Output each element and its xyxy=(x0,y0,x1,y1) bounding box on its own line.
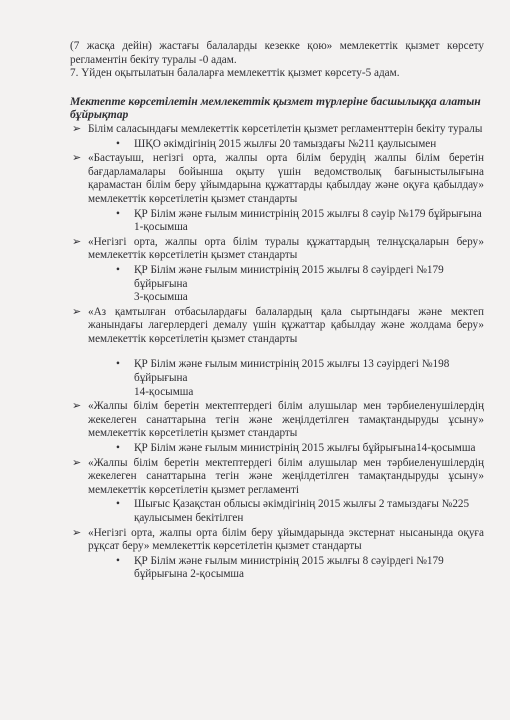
arrow-bullet-icon: ➢ xyxy=(72,235,82,248)
intro-paragraph: (7 жасқа дейін) жастағы балаларды кезекке қою» мемлекеттік қызмет көрсету регламентін бекіту туралы -0 адам. xyxy=(70,40,484,66)
arrow-bullet-icon: ➢ xyxy=(72,122,82,135)
sub-list-item-text: ҚР Білім және ғылым министрінің 2015 жылғы 13 сәуірдегі №198 бұйрығына xyxy=(134,358,450,385)
arrow-bullet-icon: ➢ xyxy=(72,526,82,539)
list-item-text: «Негізгі орта, жалпы орта білім туралы құжаттардың телнұсқаларын беру» мемлекеттік көрсетілетін қызмет стандарты xyxy=(88,235,484,262)
sub-list-item-annex: 14-қосымша xyxy=(134,385,194,398)
section-heading: Мектепте көрсетілетін мемлекеттік қызмет түрлеріне басшылыққа алатын бұйрықтар xyxy=(70,94,481,122)
sub-list-item xyxy=(70,442,484,456)
list-item xyxy=(70,236,484,263)
bullet-icon: • xyxy=(116,137,120,150)
sub-list-item-text: ҚР Білім және ғылым министрінің 2015 жылғы 8 сәуірдегі №179 бұйрығына 2-қосымша xyxy=(134,554,444,581)
sub-list-item xyxy=(70,498,484,525)
list-item xyxy=(70,306,484,347)
sub-list-item xyxy=(70,208,484,235)
sub-list-item-text: Шығыс Қазақстан облысы әкімдігінің 2015 жылғы 2 тамыздағы №225 қаулысымен бекітілген xyxy=(134,498,470,524)
sub-list-item-text: ҚР Білім және ғылым министрінің 2015 жылғы бұйрығына14-қосымша xyxy=(134,442,476,455)
intro-line-7: 7. Үйден оқытылатын балаларға мемлекеттік қызмет көрсету-5 адам. xyxy=(70,67,400,80)
bullet-icon: • xyxy=(116,207,120,220)
bullet-icon: • xyxy=(116,263,120,276)
sub-list-item xyxy=(70,264,484,305)
bullet-icon: • xyxy=(116,358,120,371)
sub-list-item-text: ҚР Білім және ғылым министрінің 2015 жылғы 8 сәуірдегі №179 бұйрығына xyxy=(134,263,444,290)
list-item-text: «Жалпы білім беретін мектептердегі білім алушылар мен тәрбиеленушілердің жекелеген санаттарына тегін және жеңілдетілген тамақтандыруды ұсыну» мемлекеттік көрсетілетін қызмет стандарты xyxy=(88,400,484,440)
arrow-bullet-icon: ➢ xyxy=(72,152,82,165)
sub-list-item xyxy=(70,138,484,152)
list-item xyxy=(70,457,484,498)
list-item xyxy=(70,123,484,137)
arrow-bullet-icon: ➢ xyxy=(72,305,82,318)
list-item-text: «Аз қамтылған отбасылардағы балалардың қала сыртындағы және мектеп жанындағы лагерлердегі демалу үшін құжаттар қабылдау және жолдама беру» мемлекеттік көрсетілетін қызмет стандарты xyxy=(88,305,484,345)
sub-list-item xyxy=(70,358,484,399)
list-item xyxy=(70,527,484,554)
bullet-icon: • xyxy=(116,498,120,511)
sub-list-item xyxy=(70,555,484,582)
bullet-icon: • xyxy=(116,442,120,455)
list-item-text: «Жалпы білім беретін мектептердегі білім алушылар мен тәрбиеленушілердің жекелеген санаттарына тегін және жеңілдетілген тамақтандыруды ұсыну» мемлекеттік көрсетілетін қызмет регламенті xyxy=(88,456,484,496)
list-item xyxy=(70,152,484,206)
sub-list-item-annex: 3-қосымша xyxy=(134,291,188,304)
sub-list-item-text: ШҚО әкімдігінің 2015 жылғы 20 тамыздағы №211 қаулысымен xyxy=(134,137,437,150)
list-item xyxy=(70,400,484,441)
arrow-bullet-icon: ➢ xyxy=(72,456,82,469)
bullet-icon: • xyxy=(116,554,120,567)
list-item-text: «Бастауыш, негізгі орта, жалпы орта білім берудің жалпы білім беретін бағдарламалары бойынша оқыту үшін ведомстволық бағыныстылығына қарамастан білім беру ұйымдарына құжаттарды қабылдау және оқуға қабылдау» мемлекеттік көрсетілетін қызмет стандарты xyxy=(88,152,484,205)
list-item-text: «Негізгі орта, жалпы орта білім беру ұйымдарында экстернат нысанында оқуға рұқсат беру» мемлекеттік көрсетілетін қызмет стандарты xyxy=(88,526,484,553)
sub-list-item-text: ҚР Білім және ғылым министрінің 2015 жылғы 8 сәуір №179 бұйрығына 1-қосымша xyxy=(134,207,482,234)
arrow-bullet-icon: ➢ xyxy=(72,400,82,413)
list-item-text: Білім саласындағы мемлекеттік көрсетілетін қызмет регламенттерін бекіту туралы xyxy=(88,122,483,135)
